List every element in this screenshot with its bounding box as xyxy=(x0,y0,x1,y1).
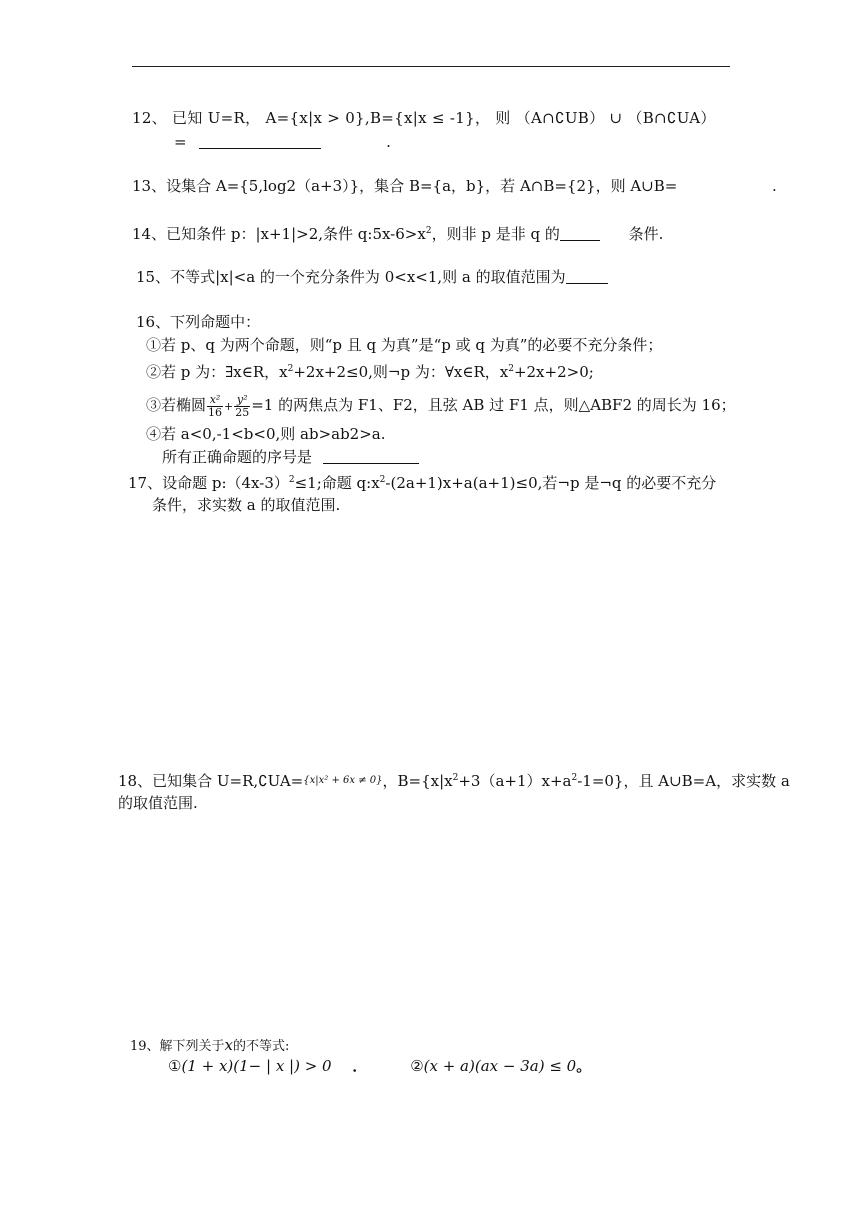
q13-text: 13、设集合 A={5,log2（a+3）}，集合 B={a，b}，若 A∩B={2}，则 A∪B= xyxy=(132,177,678,195)
q16-item-1: ①若 p、q 为两个命题，则“p 且 q 为真”是“p 或 q 为真”的必要不充分条件； xyxy=(146,336,663,354)
q14-sup: 2 xyxy=(425,226,432,236)
q16-item2-a: ②若 p 为：∃x∈R，x xyxy=(146,363,288,381)
q14-post: ，则非 p 是非 q 的 xyxy=(431,225,560,243)
q18-set-expression: {x|x² + 6x ≠ 0} xyxy=(303,775,383,786)
q12-equals: = xyxy=(174,133,187,151)
question-17-line1 xyxy=(128,470,716,493)
q16-answer xyxy=(162,447,419,467)
q18-a: 18、已知集合 U=R,∁UA= xyxy=(118,772,304,790)
q12-answer-blank[interactable] xyxy=(199,134,321,149)
q15-answer-blank[interactable] xyxy=(566,269,608,284)
fraction-y-25 xyxy=(234,394,250,419)
header-rule xyxy=(132,66,730,67)
fraction-x-denominator: 16 xyxy=(208,405,223,419)
q16-item2-sup2: 2 xyxy=(508,364,514,374)
q16-item2-sup1: 2 xyxy=(287,364,294,374)
q19-part2-end: 。 xyxy=(576,1057,592,1075)
fraction-plus: + xyxy=(224,400,234,413)
q16-item3-pre: ③若椭圆 xyxy=(146,396,207,414)
question-19-parts xyxy=(168,1056,591,1076)
q12-period: . xyxy=(386,133,391,151)
q17-sup2: 2 xyxy=(379,475,386,485)
q14-end: 条件. xyxy=(628,225,664,243)
fraction-x-numerator: x² xyxy=(207,394,223,407)
q17-c: -(2a+1)x+a(a+1)≤0,若¬p 是¬q 的必要不充分 xyxy=(385,474,717,492)
q16-answer-blank[interactable] xyxy=(323,449,419,464)
q19-title-b: 的不等式: xyxy=(233,1039,290,1054)
q19-part2-label: ② xyxy=(410,1057,424,1075)
q19-part1-expr: (1 + x)(1− | x |) > 0 xyxy=(181,1057,332,1075)
q18-c: +3（a+1）x+a xyxy=(458,772,572,790)
question-15 xyxy=(136,267,608,287)
q18-sup2: 2 xyxy=(571,773,578,783)
q16-item2-c: +2x+2>0; xyxy=(513,363,594,381)
q13-period: . xyxy=(772,177,777,195)
question-12-line2 xyxy=(174,132,391,152)
q14-pre: 14、已知条件 p：|x+1|>2,条件 q:5x-6>x xyxy=(132,225,426,243)
question-18-line1 xyxy=(118,768,790,791)
q19-part1-label: ① xyxy=(168,1057,182,1075)
question-13 xyxy=(132,176,677,196)
q16-item-2 xyxy=(146,359,594,382)
q14-answer-blank[interactable] xyxy=(560,226,600,241)
q19-title-x: x xyxy=(224,1036,234,1054)
q19-part2-expr: (x + a)(ax − 3a) ≤ 0 xyxy=(423,1057,577,1075)
q17-b: ≤1;命题 q:x xyxy=(294,474,380,492)
question-12-line1 xyxy=(132,108,716,128)
q15-text: 15、不等式|x|<a 的一个充分条件为 0<x<1,则 a 的取值范围为 xyxy=(136,268,566,286)
q18-b: ，B={x|x xyxy=(382,772,453,790)
q17-sup: 2 xyxy=(288,475,295,485)
question-18-line2: 的取值范围. xyxy=(118,794,198,812)
question-16-title: 16、下列命题中： xyxy=(136,313,261,331)
q18-sup1: 2 xyxy=(452,773,459,783)
q16-item3-post: =1 的两焦点为 F1、F2，且弦 AB 过 F1 点，则△ABF2 的周长为 16； xyxy=(251,396,736,414)
q19-title-a: 19、解下列关于 xyxy=(130,1039,225,1054)
q18-d: -1=0}，且 A∪B=A，求实数 a xyxy=(577,772,790,790)
q16-item-4: ④若 a<0,-1<b<0,则 ab>ab2>a. xyxy=(146,425,386,443)
question-14 xyxy=(132,221,663,244)
fraction-y-numerator: y² xyxy=(234,394,250,407)
q12-text: 12、 已知 U=R， A={x|x > 0},B={x|x ≤ -1}， 则 （A∩∁UB） ∪ （B∩∁UA） xyxy=(132,109,716,127)
question-17-line2: 条件，求实数 a 的取值范围. xyxy=(152,496,341,514)
fraction-y-denominator: 25 xyxy=(235,405,250,419)
q16-item2-b: +2x+2≤0,则¬p 为：∀x∈R，x xyxy=(293,363,509,381)
q17-a: 17、设命题 p:（4x-3） xyxy=(128,474,289,492)
fraction-x-16 xyxy=(207,394,223,419)
q16-answer-label: 所有正确命题的序号是 xyxy=(162,448,313,466)
question-19-title xyxy=(130,1035,289,1057)
q19-part1-end: ． xyxy=(352,1057,368,1075)
q16-item-3 xyxy=(146,392,736,420)
